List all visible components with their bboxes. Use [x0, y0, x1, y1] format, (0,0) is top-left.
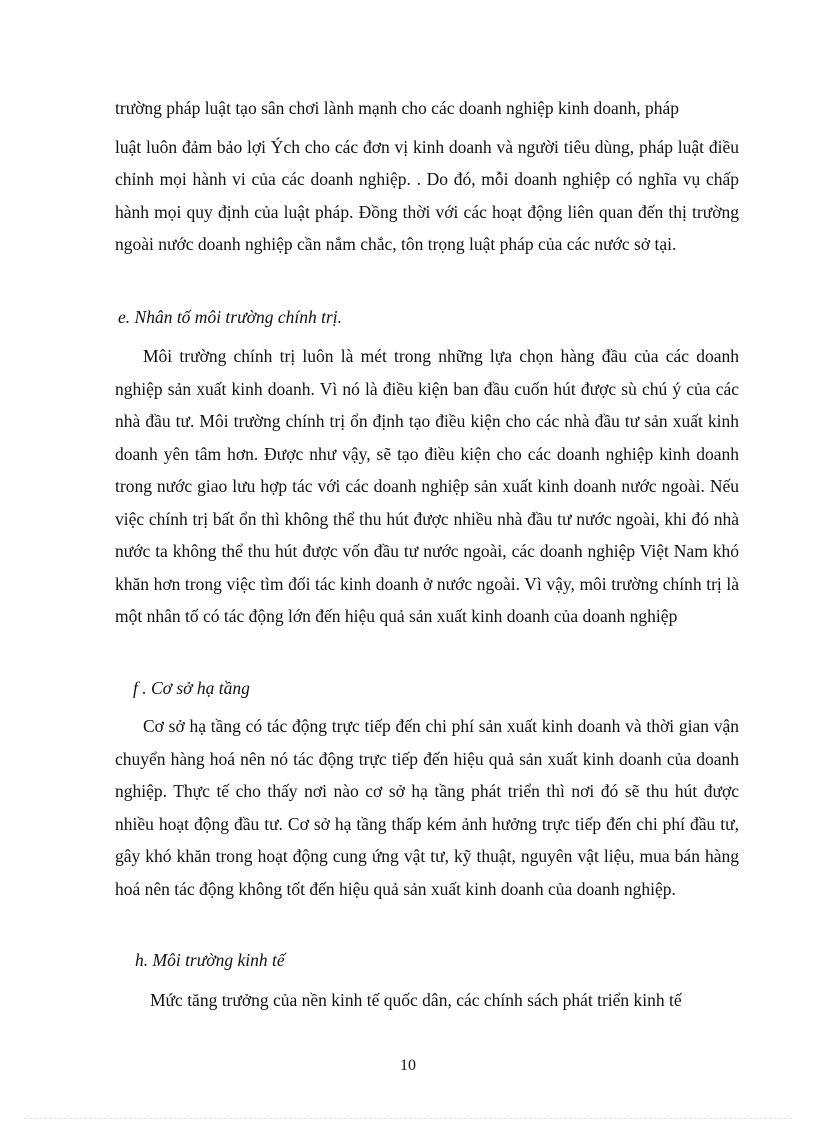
- section-heading-economic-environment: h. Môi trường kinh tế: [135, 950, 285, 970]
- paragraph-economic-environment: Mức tăng trưởng của nền kinh tế quốc dân, các chính sách phát triển kinh tế: [150, 990, 682, 1010]
- section-heading-political-environment: e. Nhân tố môi trường chính trị.: [118, 307, 343, 327]
- paragraph-text: luật luôn đảm bảo lợi Ých cho các đơn vị kinh doanh và người tiêu dùng, pháp luật điều chỉnh mọi hành vi của các doanh nghiệp. . Do đó, mỗi doanh nghiệp có nghĩa vụ chấp hành mọi quy định của luật pháp. Đồng thời với các hoạt động liên quan đến thị trường ngoài nước doanh nghiệp cần nắm chắc, tôn trọng luật pháp của các nước sở tại.: [115, 136, 739, 254]
- paragraph-infrastructure: Cơ sở hạ tầng có tác động trực tiếp đến chi phí sản xuất kinh doanh và thời gian vận chuyển hàng hoá nên nó tác động trực tiếp đến hiệu quả sản xuất kinh doanh của doanh nghiệp. Thực tế cho thấy nơi nào cơ sở hạ tầng phát triển thì nơi đó sẽ thu hút được nhiều hoạt động đầu tư. Cơ sở hạ tầng thấp kém ảnh hưởng trực tiếp đến chi phí đầu tư, gây khó khăn trong hoạt động cung ứng vật tư, kỹ thuật, nguyên vật liệu, mua bán hàng hoá nên tác động không tốt đến hiệu quả sản xuất kinh doanh của doanh nghiệp.: [115, 716, 739, 899]
- paragraph-political-environment: Môi trường chính trị luôn là mét trong những lựa chọn hàng đầu của các doanh nghiệp sản xuất kinh doanh. Vì nó là điều kiện ban đầu cuốn hút được sù chú ý của các nhà đầu tư. Môi trường chính trị ổn định tạo điều kiện cho các nhà đầu tư sản xuất kinh doanh yên tâm hơn. Được như vậy, sẽ tạo điều kiện cho các doanh nghiệp kinh doanh trong nước giao lưu hợp tác với các doanh nghiệp sản xuất kinh doanh nước ngoài. Nếu việc chính trị bất ổn thì không thể thu hút được nhiều nhà đầu tư nước ngoài, khi đó nhà nước ta không thể thu hút được vốn đầu tư nước ngoài, các doanh nghiệp Việt Nam khó khăn hơn trong việc tìm đối tác kinh doanh ở nước ngoài. Vì vậy, môi trường chính trị là một nhân tố có tác động lớn đến hiệu quả sản xuất kinh doanh của doanh nghiệp: [115, 346, 739, 626]
- page-number: 10: [400, 1057, 416, 1074]
- paragraph-legal-environment: [115, 92, 739, 261]
- paragraph-line: trường pháp luật tạo sân chơi lành mạnh cho các doanh nghiệp kinh doanh, pháp: [115, 98, 680, 118]
- page-bottom-edge: [24, 1118, 792, 1119]
- section-heading-infrastructure: f . Cơ sở hạ tầng: [133, 678, 250, 698]
